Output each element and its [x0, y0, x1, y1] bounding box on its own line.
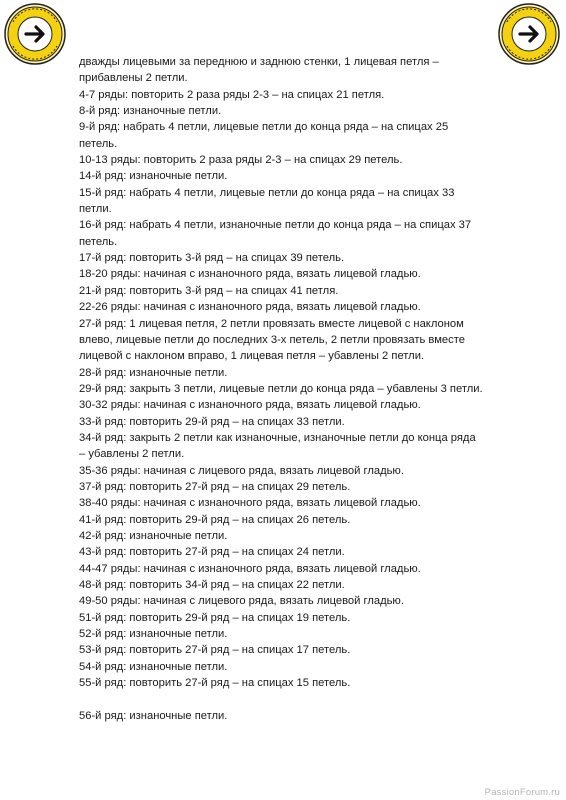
text-line: 9-й ряд: набрать 4 петли, лицевые петли до конца ряда – на спицах 25 — [79, 121, 449, 134]
text-line: 43-й ряд: повторить 27-й ряд – на спицах 24 петли. — [79, 546, 345, 559]
text-line: – убавлены 2 петли. — [79, 448, 185, 461]
text-line: 8-й ряд: изнаночные петли. — [79, 105, 222, 118]
text-line: 37-й ряд: повторить 27-й ряд – на спицах 29 петель. — [79, 480, 351, 493]
text-line: влево, лицевые петли до последних 3-х петель, 2 петли провязать вместе — [79, 333, 465, 346]
text-line: 42-й ряд: изнаночные петли. — [79, 529, 228, 542]
text-line: 35-36 ряды: начиная с лицевого ряда, вязать лицевой гладью. — [79, 464, 404, 477]
text-line: 18-20 ряды: начиная с изнаночного ряда, вязать лицевой гладью. — [79, 268, 421, 281]
text-line: 52-й ряд: изнаночные петли. — [79, 628, 228, 641]
text-line: 30-32 ряды: начиная с изнаночного ряда, вязать лицевой гладью. — [79, 399, 421, 412]
text-line: петель. — [79, 235, 118, 248]
text-line: 34-й ряд: закрыть 2 петли как изнаночные, изнаночные петли до конца ряда — [79, 431, 476, 444]
text-line: 55-й ряд: повторить 27-й ряд – на спицах 15 петель. — [79, 677, 351, 690]
text-line: 21-й ряд: повторить 3-й ряд – на спицах 41 петля. — [79, 284, 339, 297]
text-line: 27-й ряд: 1 лицевая петля, 2 петли провязать вместе лицевой с наклоном — [79, 317, 464, 330]
text-line: дважды лицевыми за переднюю и заднюю стенки, 1 лицевая петля – — [79, 56, 439, 68]
text-line: 53-й ряд: повторить 27-й ряд – на спицах 17 петель. — [79, 644, 351, 657]
text-line: 14-й ряд: изнаночные петли. — [79, 170, 228, 183]
text-line: петель. — [79, 137, 118, 150]
text-line: петли. — [79, 203, 112, 216]
text-line: 48-й ряд: повторить 34-й ряд – на спицах 22 петли. — [79, 579, 345, 591]
text-line: 22-26 ряды: начиная с изнаночного ряда, вязать лицевой гладью. — [79, 301, 421, 314]
text-line: 4-7 ряды: повторить 2 раза ряды 2-3 – на спицах 21 петля. — [79, 88, 385, 101]
text-line: 16-й ряд: набрать 4 петли, изнаночные петли до конца ряда – на спицах 37 — [79, 219, 472, 232]
text-line: 51-й ряд: повторить 29-й ряд – на спицах 19 петель. — [79, 611, 351, 624]
text-line: 10-13 ряды: повторить 2 раза ряды 2-3 – на спицах 29 петель. — [79, 154, 403, 167]
text-line: 28-й ряд: изнаночные петли. — [79, 366, 228, 379]
text-line: 15-й ряд: набрать 4 петли, лицевые петли до конца ряда – на спицах 33 — [79, 186, 455, 199]
site-watermark: PassionForum.ru — [484, 787, 560, 798]
text-line: 54-й ряд: изнаночные петли. — [79, 660, 228, 673]
text-line: 44-47 ряды: начиная с изнаночного ряда, вязать лицевой гладью. — [79, 562, 421, 575]
text-line: лицевой с наклоном вправо, 1 лицевая петля – убавлены 2 петли. — [79, 350, 425, 363]
text-line: 56-й ряд: изнаночные петли. — [79, 709, 228, 722]
document-body — [79, 54, 539, 724]
text-line: 29-й ряд: закрыть 3 петли, лицевые петли до конца ряда – убавлены 3 петли. — [79, 382, 483, 395]
pdf-xchange-logo-icon — [3, 2, 67, 66]
text-line: 17-й ряд: повторить 3-й ряд – на спицах 39 петель. — [79, 252, 345, 265]
pdf-xchange-badge-left[interactable] — [3, 2, 67, 66]
text-line: 38-40 ряды: начиная с изнаночного ряда, вязать лицевой гладью. — [79, 497, 421, 510]
text-line: 41-й ряд: повторить 29-й ряд – на спицах 26 петель. — [79, 513, 351, 526]
text-line: 33-й ряд: повторить 29-й ряд – на спицах 33 петли. — [79, 415, 345, 428]
text-line: 49-50 ряды: начиная с лицевого ряда, вязать лицевой гладью. — [79, 595, 404, 608]
text-line: прибавлены 2 петли. — [79, 72, 188, 85]
